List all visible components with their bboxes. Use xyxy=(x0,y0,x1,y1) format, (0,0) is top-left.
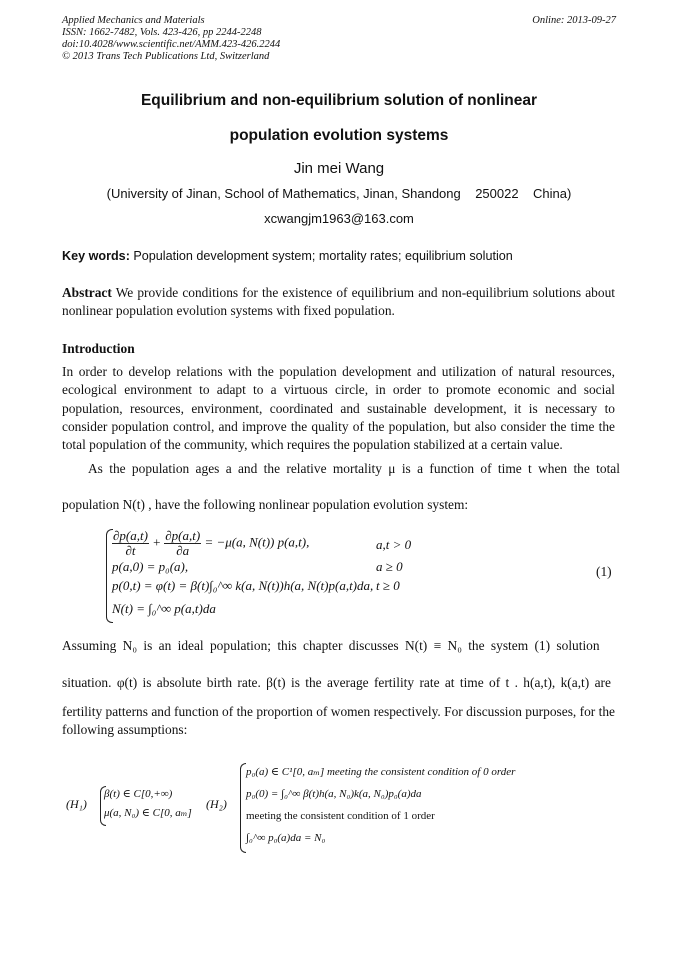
issn-line: ISSN: 1662-7482, Vols. 423-426, pp 2244-2248 xyxy=(62,27,262,38)
system-row1: $\frac{\partial p(a,t)}{\partial t}$ + $\frac{\partial p(a,t)}{\partial a}$ = −μ(a, N(t)) p(a,t), xyxy=(113,528,310,558)
row1-den2: ∂a xyxy=(176,543,190,558)
paper-title-line1: Equilibrium and non-equilibrium solution of nonlinear xyxy=(140,92,538,109)
assumption-sentence: Assuming N₀ is an ideal population; this chapter discusses N(t) ≡ N₀ the system (1) solution xyxy=(62,638,600,653)
copyright-line: © 2013 Trans Tech Publications Ltd, Switzerland xyxy=(62,51,270,62)
online-date: Online: 2013-09-27 xyxy=(532,15,616,26)
system-row2-condition: a ≥ 0 xyxy=(376,559,403,574)
abstract-label: Abstract xyxy=(62,285,112,300)
h2-row1: p₀(a) ∈ C¹[0, aₘ] meeting the consistent condition of 0 order xyxy=(246,766,516,778)
row1-num1: ∂p(a,t) xyxy=(113,528,148,543)
intro-paragraph-2-line1: As the population ages a and the relative mortality μ is a function of time t when the total xyxy=(88,461,620,476)
system-row3-condition: t ≥ 0 xyxy=(376,578,400,593)
affiliation: (University of Jinan, School of Mathematics, Jinan, Shandong 250022 China) xyxy=(106,186,572,201)
section-heading-introduction: Introduction xyxy=(62,341,135,356)
system-row4: N(t) = ∫₀^∞ p(a,t)da xyxy=(112,601,216,616)
keywords-text: Population development system; mortality rates; equilibrium solution xyxy=(129,249,513,263)
equation-number: (1) xyxy=(596,564,612,579)
birth-rate-sentence: situation. φ(t) is absolute birth rate. β(t) is the average fertility rate at time of t . h(a,t), k(a,t) are xyxy=(62,675,611,690)
keywords xyxy=(62,249,615,263)
h1-row2: μ(a, N₀) ∈ C[0, aₘ] xyxy=(104,807,192,819)
author-name: Jin mei Wang xyxy=(293,160,385,177)
doi-line: doi:10.4028/www.scientific.net/AMM.423-426.2244 xyxy=(62,39,281,50)
intro-paragraph-2-line2: population N(t) , have the following nonlinear population evolution system: xyxy=(62,497,469,512)
journal-name: Applied Mechanics and Materials xyxy=(62,15,205,26)
author-email: xcwangjm1963@163.com xyxy=(264,211,414,226)
system-row2: p(a,0) = p₀(a), xyxy=(112,559,189,574)
journal-header xyxy=(62,15,616,63)
h2-row2: p₀(0) = ∫₀^∞ β(t)h(a, N₀)k(a, N₀)p₀(a)da xyxy=(246,788,422,800)
abstract xyxy=(62,284,615,321)
assumption-intro: fertility patterns and function of the proportion of women respectively. For discussion purposes, for the following assumptions: xyxy=(62,704,615,738)
h1-label: (H₁) xyxy=(66,797,87,811)
row1-num2: ∂p(a,t) xyxy=(165,528,201,543)
keywords-label: Key words: xyxy=(62,249,130,263)
h2-row3: meeting the consistent condition of 1 order xyxy=(246,810,435,822)
system-row3: p(0,t) = φ(t) = β(t)∫₀^∞ k(a, N(t))h(a, N(t)p(a,t)da, xyxy=(112,578,374,593)
row1-den1: ∂t xyxy=(125,543,136,558)
h1-row1: β(t) ∈ C[0,+∞) xyxy=(104,788,173,800)
intro-paragraph-1: In order to develop relations with the population development and utilization of natural resources, ecological environment to adapt to a virtuous circle, in order to promote economic and social population, resources, environment, coordinated and sustainable development, it is necessary to consider population control, and improve the quality of the population, but also consider the time the total population of the community, which requires the population stabilized at a certain value. xyxy=(62,364,615,453)
abstract-text: We provide conditions for the existence of equilibrium and non-equilibrium solutions about nonlinear population evolution systems with fixed population. xyxy=(62,285,615,319)
row1-rest: = −μ(a, N(t)) p(a,t), xyxy=(204,534,310,550)
h2-label: (H₂) xyxy=(206,797,227,811)
paper-title-line2: population evolution systems xyxy=(229,127,449,144)
system-row1-condition: a,t > 0 xyxy=(376,537,412,552)
h2-row4: ∫₀^∞ p₀(a)da = N₀ xyxy=(246,832,326,844)
